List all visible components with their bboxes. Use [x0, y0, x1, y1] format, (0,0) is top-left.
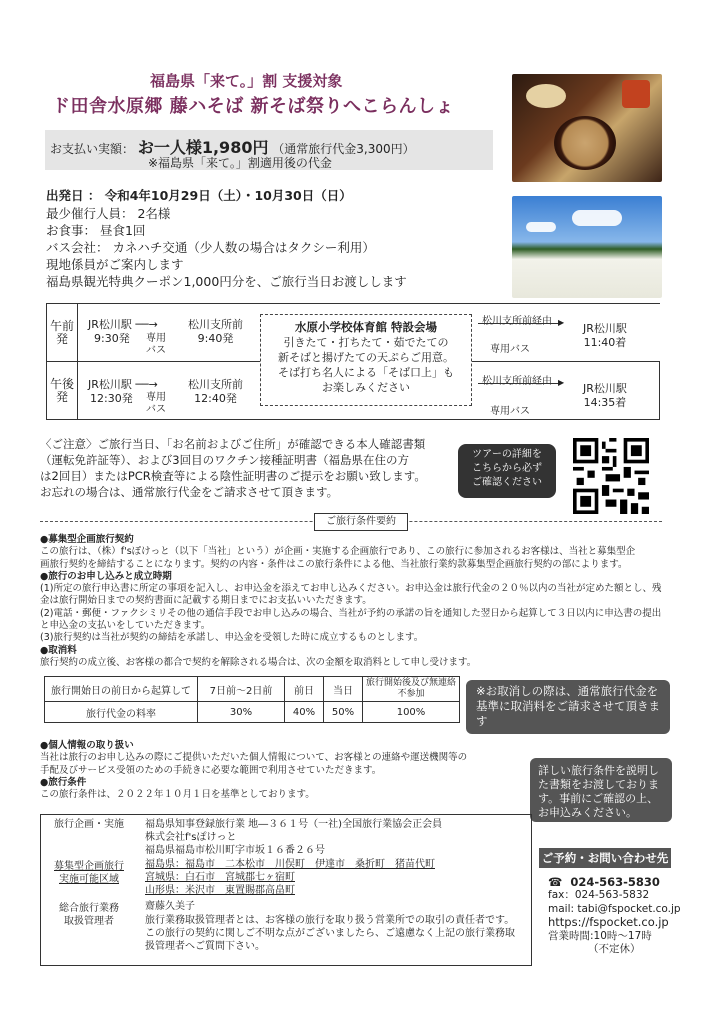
- bus-info: バス会社： カネハチ交通（少人数の場合はタクシー利用）: [46, 240, 375, 255]
- pm-start: JR松川駅 ──→ 12:30発: [88, 378, 158, 405]
- soba-meal-photo: [512, 74, 662, 182]
- am-label: 午前発: [47, 304, 78, 362]
- email-link[interactable]: mail: tabi@fspocket.co.jp: [548, 902, 681, 915]
- contact-info: [548, 876, 681, 956]
- pm-end: JR松川駅 14:35着: [583, 382, 627, 409]
- staff-info: 現地係員がご案内します: [46, 257, 184, 272]
- terms-section-2: ●個人情報の取り扱い 当社は旅行のお申し込みの際にご提供いただいた個人情報について、お客様との連絡や運送機関等の 手配及びサービス受領のための手続きに必要な範囲で利用させていただきます。 ●旅行条件 この旅行条件は、２０２２年１０月１日を基準としております。: [40, 740, 468, 801]
- terms-section: ●募集型企画旅行契約 この旅行は、（株）f'sぽけっと（以下「当社」という）が企画・実施する企画旅行であり、この旅行に参加されるお客様は、当社と募集型企 画旅行契約を締結することになります。契約の内容・条件はこの旅行条件による他、当社旅行業約款募集型企画旅行契約の部によります。 ●旅行のお申し込みと成立時期 (1)所定の旅行申込書に所定の事項を記入し、お申込金を添えてお申し込みください。お申込金は旅行代金の２０％以内の当社が定めた額とし、残金は旅行開始日までの契約書面に記載する期日までにお支払いいただきます。 (2)電話・郵便・ファクシミリその他の通信手段でお申し込みの場合、当社が予約の承諾の旨を通知した翌日から起算して３日以内に申込書の提出と申込金の支払いをしていただきます。 (3)旅行契約は当社が契約の締結を承諾し、申込金を受領した時に成立するものとします。 ●取消料 旅行契約の成立後、お客様の都合で契約を解除される場合は、次の金額を取消料として申し受けます。: [40, 534, 662, 668]
- am-via: 松川支所前経由: [482, 316, 552, 327]
- payment-note: ※福島県「来て。」割適用後の代金: [148, 156, 332, 170]
- regular-price: （通常旅行代金3,300円）: [272, 142, 415, 156]
- phone-icon: ☎: [548, 875, 563, 889]
- fax: fax：024-563-5832: [548, 889, 650, 902]
- payment-label: お支払い実額：: [50, 142, 135, 156]
- page-title: ド田舎水原郷 藤ハそば 新そば祭りへこらんしょ: [52, 96, 455, 117]
- pm-via: 松川支所前経由: [482, 376, 552, 387]
- tour-details-button[interactable]: ツアーの詳細を こちらから必ず ご確認ください: [458, 444, 556, 498]
- departure-date: 出発日 ： 令和4年10月29日（土）・10月30日（日）: [46, 188, 352, 203]
- phone-link[interactable]: 024-563-5830: [570, 875, 660, 889]
- coupon-info: 福島県観光特典クーポン1,000円分を、ご旅行当日お渡しします: [46, 274, 407, 289]
- am-arrow: [478, 323, 560, 324]
- am-via-bus: 専用バス: [490, 344, 530, 355]
- pm-bus: 専用バス: [146, 392, 166, 415]
- am-start: JR松川駅 ──→ 9:30発: [88, 318, 158, 345]
- conditions-title: ご旅行条件要約: [314, 513, 408, 531]
- am-mid-stop: 松川支所前 9:40発: [188, 318, 243, 345]
- detail-note: 詳しい旅行条件を説明した書類をお渡しております。事前にご確認の上、お申込みください。: [530, 758, 672, 822]
- caution-text: 〈ご注意〉ご旅行当日、「お名前およびご住所」が確認できる本人確認書類 （運転免許証等）、および3回目のワクチン接種証明書（福島県在住の方 は2回目）またはPCR検査等による陰性証明書のご提示をお願い致します。 お忘れの場合は、通常旅行代金をご請求させて頂きます。: [40, 437, 426, 499]
- pm-mid-stop: 松川支所前 12:40発: [188, 378, 243, 405]
- price: お一人様1,980円: [137, 138, 269, 157]
- pm-via-bus: 専用バス: [490, 406, 530, 417]
- min-people: 最少催行人員： 2名様: [46, 206, 171, 221]
- support-banner: 福島県「来て。」割 支援対象: [150, 72, 343, 90]
- website-link[interactable]: https://fspocket.co.jp: [548, 915, 669, 930]
- buckwheat-field-photo: [512, 196, 662, 298]
- pm-label: 午後発: [47, 362, 78, 420]
- holiday: （不定休）: [588, 943, 641, 956]
- venue-title: 水原小学校体育館 特設会場: [294, 320, 437, 334]
- pm-arrow: [478, 383, 560, 384]
- am-end: JR松川駅 11:40着: [583, 322, 627, 349]
- venue-box: 水原小学校体育館 特設会場 引きたて・打ちたて・茹でたての 新そばと揚げたての天ぷらご用意。 そば打ち名人による「そば口上」も お楽しみください: [260, 314, 472, 406]
- cancel-fee-table: 旅行開始日の前日から起算して 7日前～2日前 前日 当日 旅行開始後及び無連絡不参加 旅行代金の料率 30% 40% 50% 100%: [44, 676, 460, 723]
- business-hours: 営業時間:10時～17時: [548, 929, 652, 942]
- organizer-box: 旅行企画・実施 福島県知事登録旅行業 地―３６１号（一社)全国旅行業協会正会員 株式会社f'sぽけっと 福島県福島市松川町字市坂１６番２６号 募集型企画旅行 実施可能区域 福島県：福島市 二本松市 川俣町 伊達市 桑折町 猪苗代町 宮城県：白石市 宮城郡七ヶ宿町 山形県：米沢市 東置賜郡高畠町 総合旅行業務 取扱管理者 齋藤久美子 旅行業務取扱管理者とは、お客様の旅行を取り扱う営業所での取引の責任者です。 この旅行の契約に関しご不明な点がございましたら、ご遠慮なく上記の旅行業務取 扱管理者へご質問下さい。: [40, 814, 532, 966]
- qr-code-icon[interactable]: [573, 438, 649, 514]
- meal-info: お食事： 昼食1回: [46, 223, 146, 238]
- contact-header: ご予約・お問い合わせ先: [539, 848, 671, 868]
- cancel-note: ※お取消しの際は、通常旅行代金を基準に取消料をご請求させて頂きます: [466, 680, 670, 734]
- am-bus: 専用バス: [146, 333, 166, 356]
